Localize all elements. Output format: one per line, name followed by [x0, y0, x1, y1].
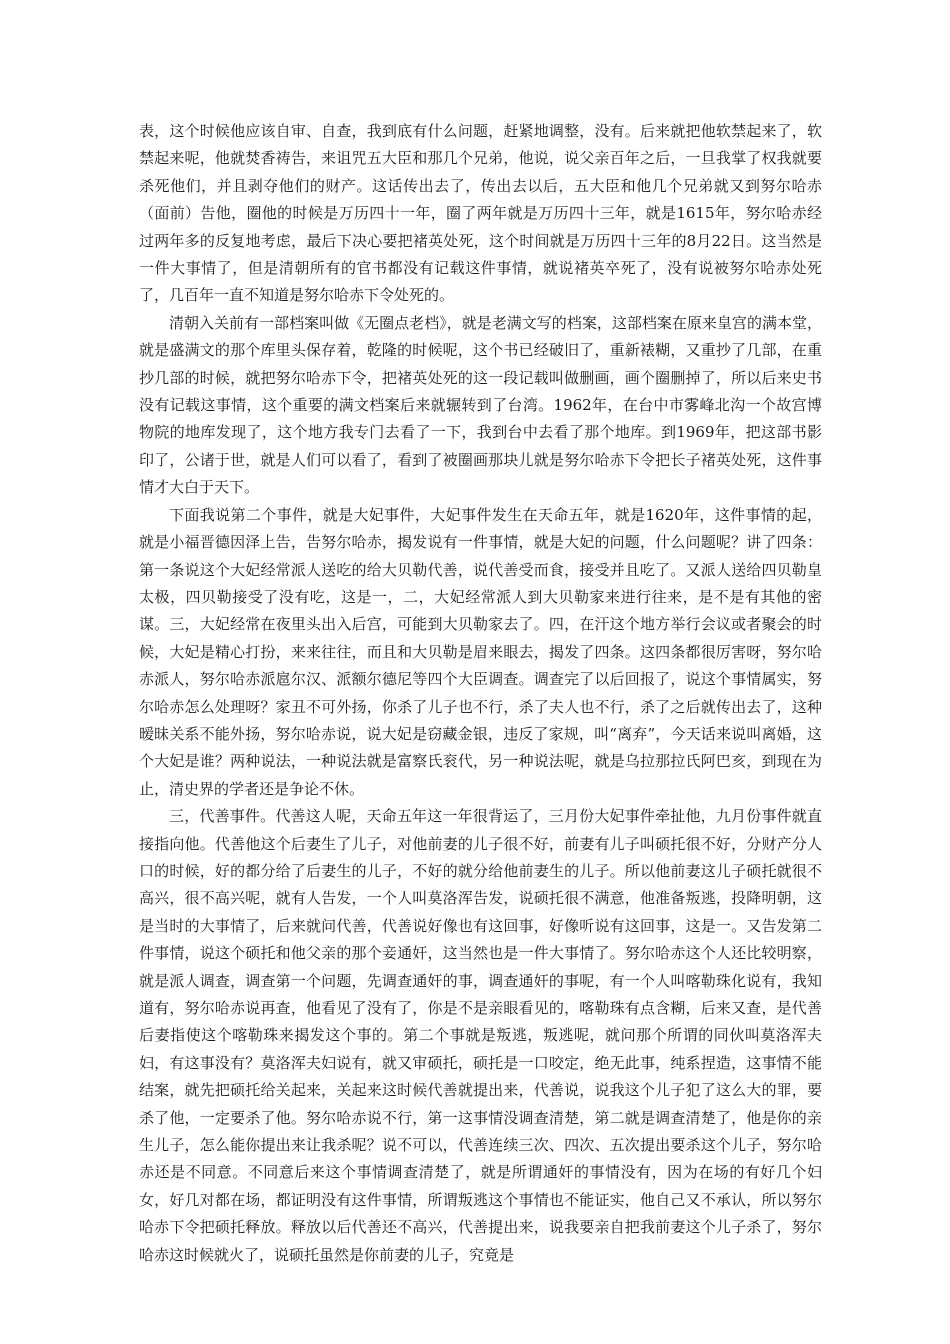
paragraph-1: 表，这个时候他应该自审、自查，我到底有什么问题，赶紧地调整，没有。后来就把他软禁起来了，软禁起来呢，他就焚香祷告，来诅咒五大臣和那几个兄弟，他说，说父亲百年之后，一旦我掌了权我就要杀死他们，并且剥夺他们的财产。这话传出去了，传出去以后，五大臣和他几个兄弟就又到努尔哈赤（面前）告他，圈他的时候是万历四十一年，圈了两年就是万历四十三年，就是1615年，努尔哈赤经过两年多的反复地考虑，最后下决心要把褚英处死，这个时间就是万历四十三年的8月22日。这当然是一件大事情了，但是清朝所有的官书都没有记载这件事情，就说褚英卒死了，没有说被努尔哈赤处死了，几百年一直不知道是努尔哈赤下令处死的。: [139, 122, 822, 305]
paragraph-2: 清朝入关前有一部档案叫做《无圈点老档》，就是老满文写的档案，这部档案在原来皇宫的满本堂，就是盛满文的那个库里头保存着，乾隆的时候呢，这个书已经破旧了，重新裱糊，又重抄了几部，在重抄几部的时候，就把努尔哈赤下令，把褚英处死的这一段记载叫做删画，画个圈删掉了，所以后来史书没有记载这事情，这个重要的满文档案后来就辗转到了台湾。1962年，在台中市雾峰北沟一个故宫博物院的地库发现了，这个地方我专门去看了一下，我到台中去看了那个地库。到1969年，把这部书影印了，公诸于世，就是人们可以看了，看到了被圈画那块儿就是努尔哈赤下令把长子褚英处死，这件事情才大白于天下。: [139, 313, 822, 497]
paragraph-4: 三，代善事件。代善这人呢，天命五年这一年很背运了，三月份大妃事件牵扯他，九月份事件就直接指向他。代善他这个后妻生了儿子，对他前妻的儿子很不好，前妻有儿子叫硕托很不好，分财产分人口的时候，好的都分给了后妻生的儿子，不好的就分给他前妻生的儿子。所以他前妻这儿子硕托就很不高兴，很不高兴呢，就有人告发，一个人叫莫洛浑告发，说硕托很不满意，他准备叛逃，投降明朝，这是当时的大事情了，后来就问代善，代善说好像也有这回事，好像听说有这回事，这是一。又告发第二件事情，说这个硕托和他父亲的那个妾通奸，这当然也是一件大事情了。努尔哈赤这个人还比较明察，就是派人调查，调查第一个问题，先调查通奸的事，调查通奸的事呢，有一个人叫喀勒珠化说有，我知道有，努尔哈赤说再查，他看见了没有了，你是不是亲眼看见的，喀勒珠有点含糊，后来又查，是代善后妻指使这个喀勒珠来揭发这个事的。第二个事就是叛逃，叛逃呢，就问那个所谓的同伙叫莫洛浑夫妇，有这事没有？莫洛浑夫妇说有，就又审硕托，硕托是一口咬定，绝无此事，纯系捏造，这事情不能结案，就先把硕托给关起来，关起来这时候代善就提出来，代善说，说我这个儿子犯了这么大的罪，要杀了他，一定要杀了他。努尔哈赤说不行，第一这事情没调查清楚，第二就是调查清楚了，他是你的亲生儿子，怎么能你提出来让我杀呢？说不可以，代善连续三次、四次、五次提出要杀这个儿子，努尔哈赤还是不同意。不同意后来这个事情调查清楚了，就是所谓通奸的事情没有，因为在场的有好几个妇女，好几对都在场，都证明没有这件事情，所谓叛逃这个事情也不能证实，他自己又不承认，所以努尔哈赤下令把硕托释放。释放以后代善还不高兴，代善提出来，说我要亲自把我前妻这个儿子杀了，努尔哈赤这时候就火了，说硕托虽然是你前妻的儿子，究竟是: [139, 807, 822, 1264]
paragraph-3: 下面我说第二个事件，就是大妃事件，大妃事件发生在天命五年，就是1620年，这件事情的起，就是小福晋德因泽上告，告努尔哈赤，揭发说有一件事情，就是大妃的问题，什么问题呢？讲了四条：第一条说这个大妃经常派人送吃的给大贝勒代善，说代善受而食，接受并且吃了。又派人送给四贝勒皇太极，四贝勒接受了没有吃，这是一，二，大妃经常派人到大贝勒家来进行往来，是不是有其他的密谋。三，大妃经常在夜里头出入后宫，可能到大贝勒家去了。四，在汗这个地方举行会议或者聚会的时候，大妃是精心打扮，来来往往，而且和大贝勒是眉来眼去，揭发了四条。这四条都很厉害呀，努尔哈赤派人，努尔哈赤派扈尔汉、派额尔德尼等四个大臣调查。调查完了以后回报了，说这个事情属实，努尔哈赤怎么处理呀？家丑不可外扬，你杀了儿子也不行，杀了夫人也不行，杀了之后就传出去了，这种暧昧关系不能外扬，努尔哈赤说，说大妃是窃藏金银，违反了家规，叫“离弃”，今天话来说叫离婚，这个大妃是谁？两种说法，一种说法就是富察氏衮代，另一种说法呢，就是乌拉那拉氏阿巴亥，到现在为止，清史界的学者还是争论不休。: [139, 505, 822, 798]
document-page: [139, 118, 822, 1269]
